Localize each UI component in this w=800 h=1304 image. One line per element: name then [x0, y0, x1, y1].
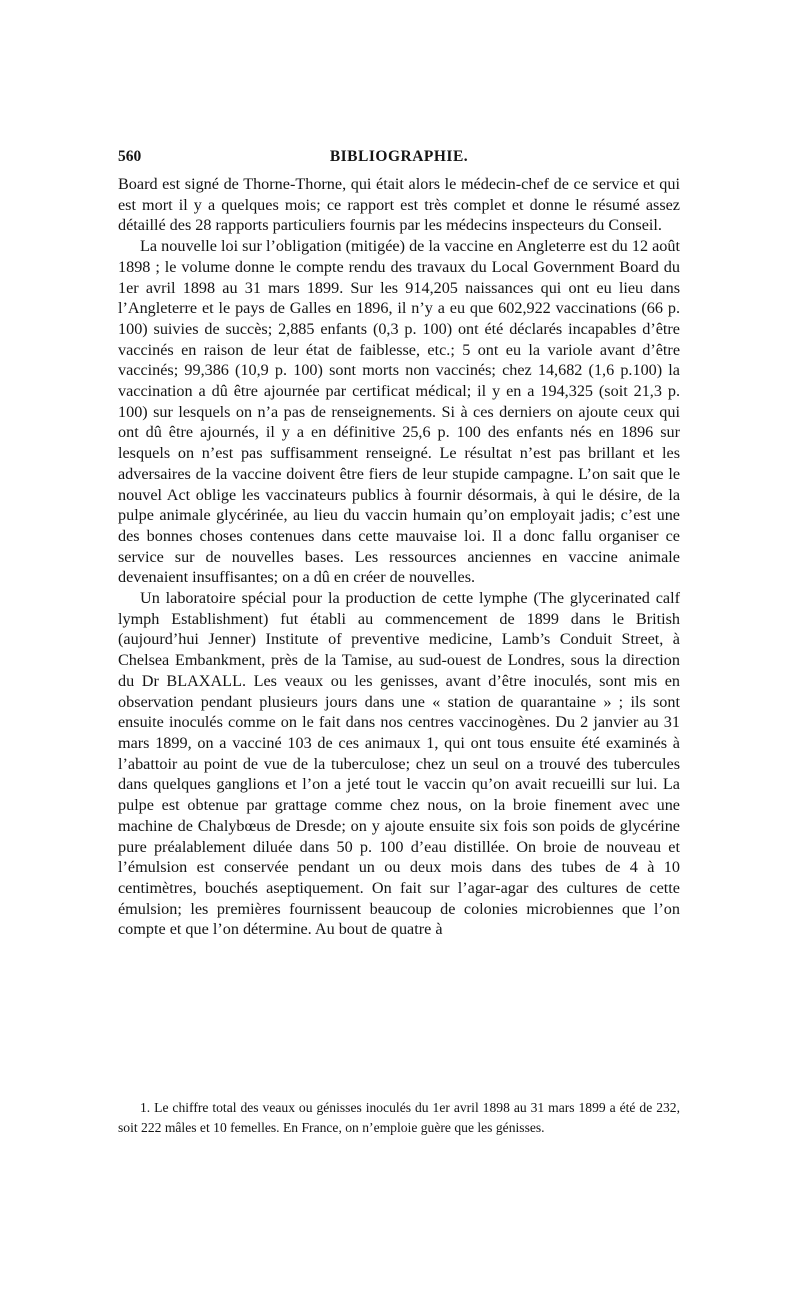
body-text — [118, 174, 680, 940]
page-number: 560 — [118, 148, 142, 165]
footnote — [118, 1098, 680, 1138]
running-title: BIBLIOGRAPHIE. — [329, 148, 469, 165]
paragraph-3: Un laboratoire spécial pour la production de cette lymphe (The glycerinated calf lymph Establishment) fut établi au commencement de 1899 dans le British (aujourd’hui Jenner) Institute of preventive medicine, Lamb’s Conduit Street, à Chelsea Embankment, près de la Tamise, au sud-ouest de Londres, sous la direction du Dr BLAXALL. Les veaux ou les genisses, avant d’être inoculés, sont mis en observation pendant plusieurs jours dans une « station de quarantaine » ; ils sont ensuite inoculés comme on le fait dans nos centres vaccinogènes. Du 2 janvier au 31 mars 1899, on a vacciné 103 de ces animaux 1, qui ont tous ensuite été examinés à l’abattoir au point de vue de la tuberculose; chez un seul on a trouvé des tubercules dans quelques ganglions et l’on a jeté tout le vaccin qu’on avait recueilli sur lui. La pulpe est obtenue par grattage comme chez nous, on la broie finement avec une machine de Chalybœus de Dresde; on y ajoute ensuite six fois son poids de glycérine pure préalablement diluée dans 50 p. 100 d’eau distillée. On broie de nouveau et l’émulsion est conservée pendant un ou deux mois dans des tubes de 4 à 10 centimètres, bouchés aseptiquement. On fait sur l’agar-agar des cultures de cette émulsion; les premières fournissent beaucoup de colonies microbiennes que l’on compte et que l’on détermine. Au bout de quatre à — [118, 589, 680, 939]
footnote-text: 1. Le chiffre total des veaux ou génisses inoculés du 1er avril 1898 au 31 mars 1899 a été de 232, soit 222 mâles et 10 femelles. En France, on n’emploie guère que les génisses. — [118, 1100, 680, 1135]
page — [118, 148, 680, 940]
running-header — [118, 148, 680, 174]
paragraph-2: La nouvelle loi sur l’obligation (mitigée) de la vaccine en Angleterre est du 12 août 1898 ; le volume donne le compte rendu des travaux du Local Government Board du 1er avril 1898 au 31 mars 1899. Sur les 914,205 naissances qui ont eu lieu dans l’Angleterre et le pays de Galles en 1896, il n’y a eu que 602,922 vaccinations (66 p. 100) suivies de succès; 2,885 enfants (0,3 p. 100) ont été déclarés incapables d’être vaccinés en raison de leur état de faiblesse, etc.; 5 ont eu la variole avant d’être vaccinés; 99,386 (10,9 p. 100) sont morts non vaccinés; chez 14,682 (1,6 p.100) la vaccination a dû être ajournée par certificat médical; il y en a 194,325 (soit 21,3 p. 100) sur lesquels on n’a pas de renseignements. Si à ces derniers on ajoute ceux qui ont dû être ajournés, il y a en définitive 25,6 p. 100 des enfants nés en 1896 sur lesquels on n’est pas suffisamment renseigné. Le résultat n’est pas brillant et les adversaires de la vaccine doivent être fiers de leur stupide campagne. L’on sait que le nouvel Act oblige les vaccinateurs publics à fournir désormais, à qui le désire, de la pulpe animale glycérinée, au lieu du vaccin humain qu’on employait jadis; c’est une des bonnes choses contenues dans cette mauvaise loi. Il a donc fallu organiser ce service sur de nouvelles bases. Les ressources anciennes en vaccine animale devenaient insuffisantes; on a dû en créer de nouvelles. — [118, 237, 680, 587]
paragraph-1: Board est signé de Thorne-Thorne, qui était alors le médecin-chef de ce service et qui est mort il y a quelques mois; ce rapport est très complet et donne le résumé assez détaillé des 28 rapports particuliers fournis par les médecins inspecteurs du Conseil. — [118, 175, 680, 235]
